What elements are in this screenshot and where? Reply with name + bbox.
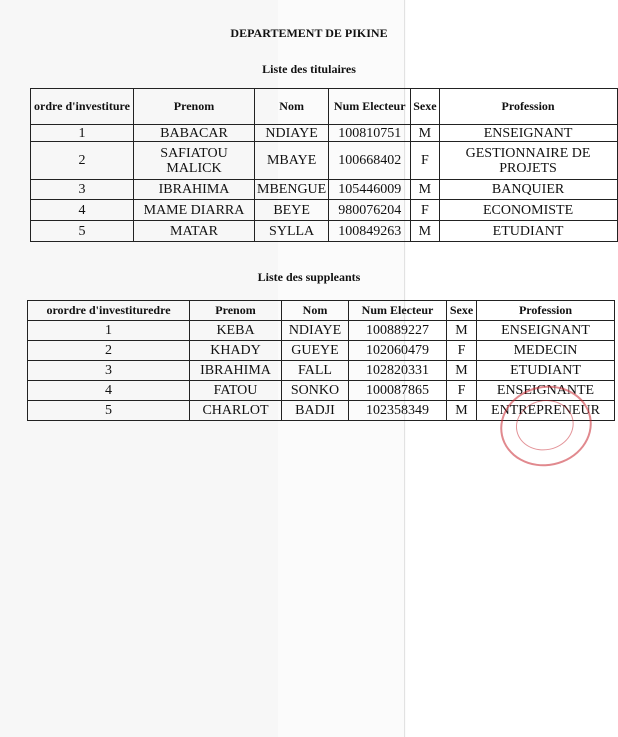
column-header: Nom	[282, 301, 349, 321]
table-cell: NDIAYE	[282, 321, 349, 341]
table-cell: ECONOMISTE	[439, 200, 617, 221]
column-header: Prenom	[190, 301, 282, 321]
table-cell: MBENGUE	[255, 180, 329, 200]
table-cell: KHADY	[190, 341, 282, 361]
table-cell: 102060479	[349, 341, 447, 361]
table-cell: M	[411, 180, 439, 200]
table-cell: 5	[28, 401, 190, 421]
table-row	[28, 361, 615, 381]
table-cell: M	[447, 361, 477, 381]
table-cell: 100087865	[349, 381, 447, 401]
table-row	[31, 221, 618, 242]
official-stamp-inner-ring	[511, 395, 578, 456]
table-cell: 4	[28, 381, 190, 401]
table-cell: MEDECIN	[477, 341, 615, 361]
column-header: Nom	[255, 89, 329, 125]
column-header: Profession	[477, 301, 615, 321]
table-cell: F	[447, 341, 477, 361]
table-cell: 100810751	[329, 125, 411, 142]
table-cell: M	[447, 401, 477, 421]
table-cell: 4	[31, 200, 134, 221]
table-row	[31, 142, 618, 180]
column-header: Profession	[439, 89, 617, 125]
table-cell: 100849263	[329, 221, 411, 242]
table-cell: ENSEIGNANTE	[477, 381, 615, 401]
table-cell: 102820331	[349, 361, 447, 381]
suppleants-heading: Liste des suppleants	[257, 270, 361, 284]
column-header: Prenom	[134, 89, 255, 125]
table-row	[28, 341, 615, 361]
table-cell: 1	[28, 321, 190, 341]
table-cell: 2	[31, 142, 134, 180]
table-cell: CHARLOT	[190, 401, 282, 421]
table-cell: FALL	[282, 361, 349, 381]
table-cell: ENSEIGNANT	[439, 125, 617, 142]
table-cell: FATOU	[190, 381, 282, 401]
table-cell: SYLLA	[255, 221, 329, 242]
column-header: Num Electeur	[349, 301, 447, 321]
table-row	[28, 321, 615, 341]
table-cell: 5	[31, 221, 134, 242]
table-cell: MAME DIARRA	[134, 200, 255, 221]
document-title: DEPARTEMENT DE PIKINE	[230, 26, 388, 40]
table-cell: 100889227	[349, 321, 447, 341]
table-row	[31, 125, 618, 142]
table-cell: MBAYE	[255, 142, 329, 180]
table-cell: 1	[31, 125, 134, 142]
column-header: ordre d'investiture	[31, 89, 134, 125]
table-cell: 2	[28, 341, 190, 361]
table-row	[31, 200, 618, 221]
table-cell: BADJI	[282, 401, 349, 421]
column-header: Num Electeur	[329, 89, 411, 125]
table-cell: SAFIATOU MALICK	[134, 142, 255, 180]
table-cell: F	[447, 381, 477, 401]
table-cell: M	[447, 321, 477, 341]
table-cell: F	[411, 200, 439, 221]
table-cell: F	[411, 142, 439, 180]
table-cell: BEYE	[255, 200, 329, 221]
column-header: orordre d'investituredre	[28, 301, 190, 321]
table-cell: M	[411, 221, 439, 242]
table-cell: ENTREPRENEUR	[477, 401, 615, 421]
table-cell: GUEYE	[282, 341, 349, 361]
table-cell: BANQUIER	[439, 180, 617, 200]
titulaires-table	[30, 88, 618, 242]
titulaires-heading: Liste des titulaires	[262, 62, 356, 76]
table-cell: ETUDIANT	[439, 221, 617, 242]
table-cell: GESTIONNAIRE DE PROJETS	[439, 142, 617, 180]
table-cell: MATAR	[134, 221, 255, 242]
table-cell: 102358349	[349, 401, 447, 421]
column-header: Sexe	[447, 301, 477, 321]
column-header: Sexe	[411, 89, 439, 125]
table-cell: NDIAYE	[255, 125, 329, 142]
table-cell: KEBA	[190, 321, 282, 341]
table-header-row	[31, 89, 618, 125]
table-cell: IBRAHIMA	[134, 180, 255, 200]
table-cell: IBRAHIMA	[190, 361, 282, 381]
table-cell: ETUDIANT	[477, 361, 615, 381]
table-cell: ENSEIGNANT	[477, 321, 615, 341]
table-cell: SONKO	[282, 381, 349, 401]
table-cell: 3	[28, 361, 190, 381]
table-cell: BABACAR	[134, 125, 255, 142]
table-header-row	[28, 301, 615, 321]
table-row	[31, 180, 618, 200]
table-cell: 100668402	[329, 142, 411, 180]
table-cell: M	[411, 125, 439, 142]
table-cell: 105446009	[329, 180, 411, 200]
table-cell: 3	[31, 180, 134, 200]
table-cell: 980076204	[329, 200, 411, 221]
